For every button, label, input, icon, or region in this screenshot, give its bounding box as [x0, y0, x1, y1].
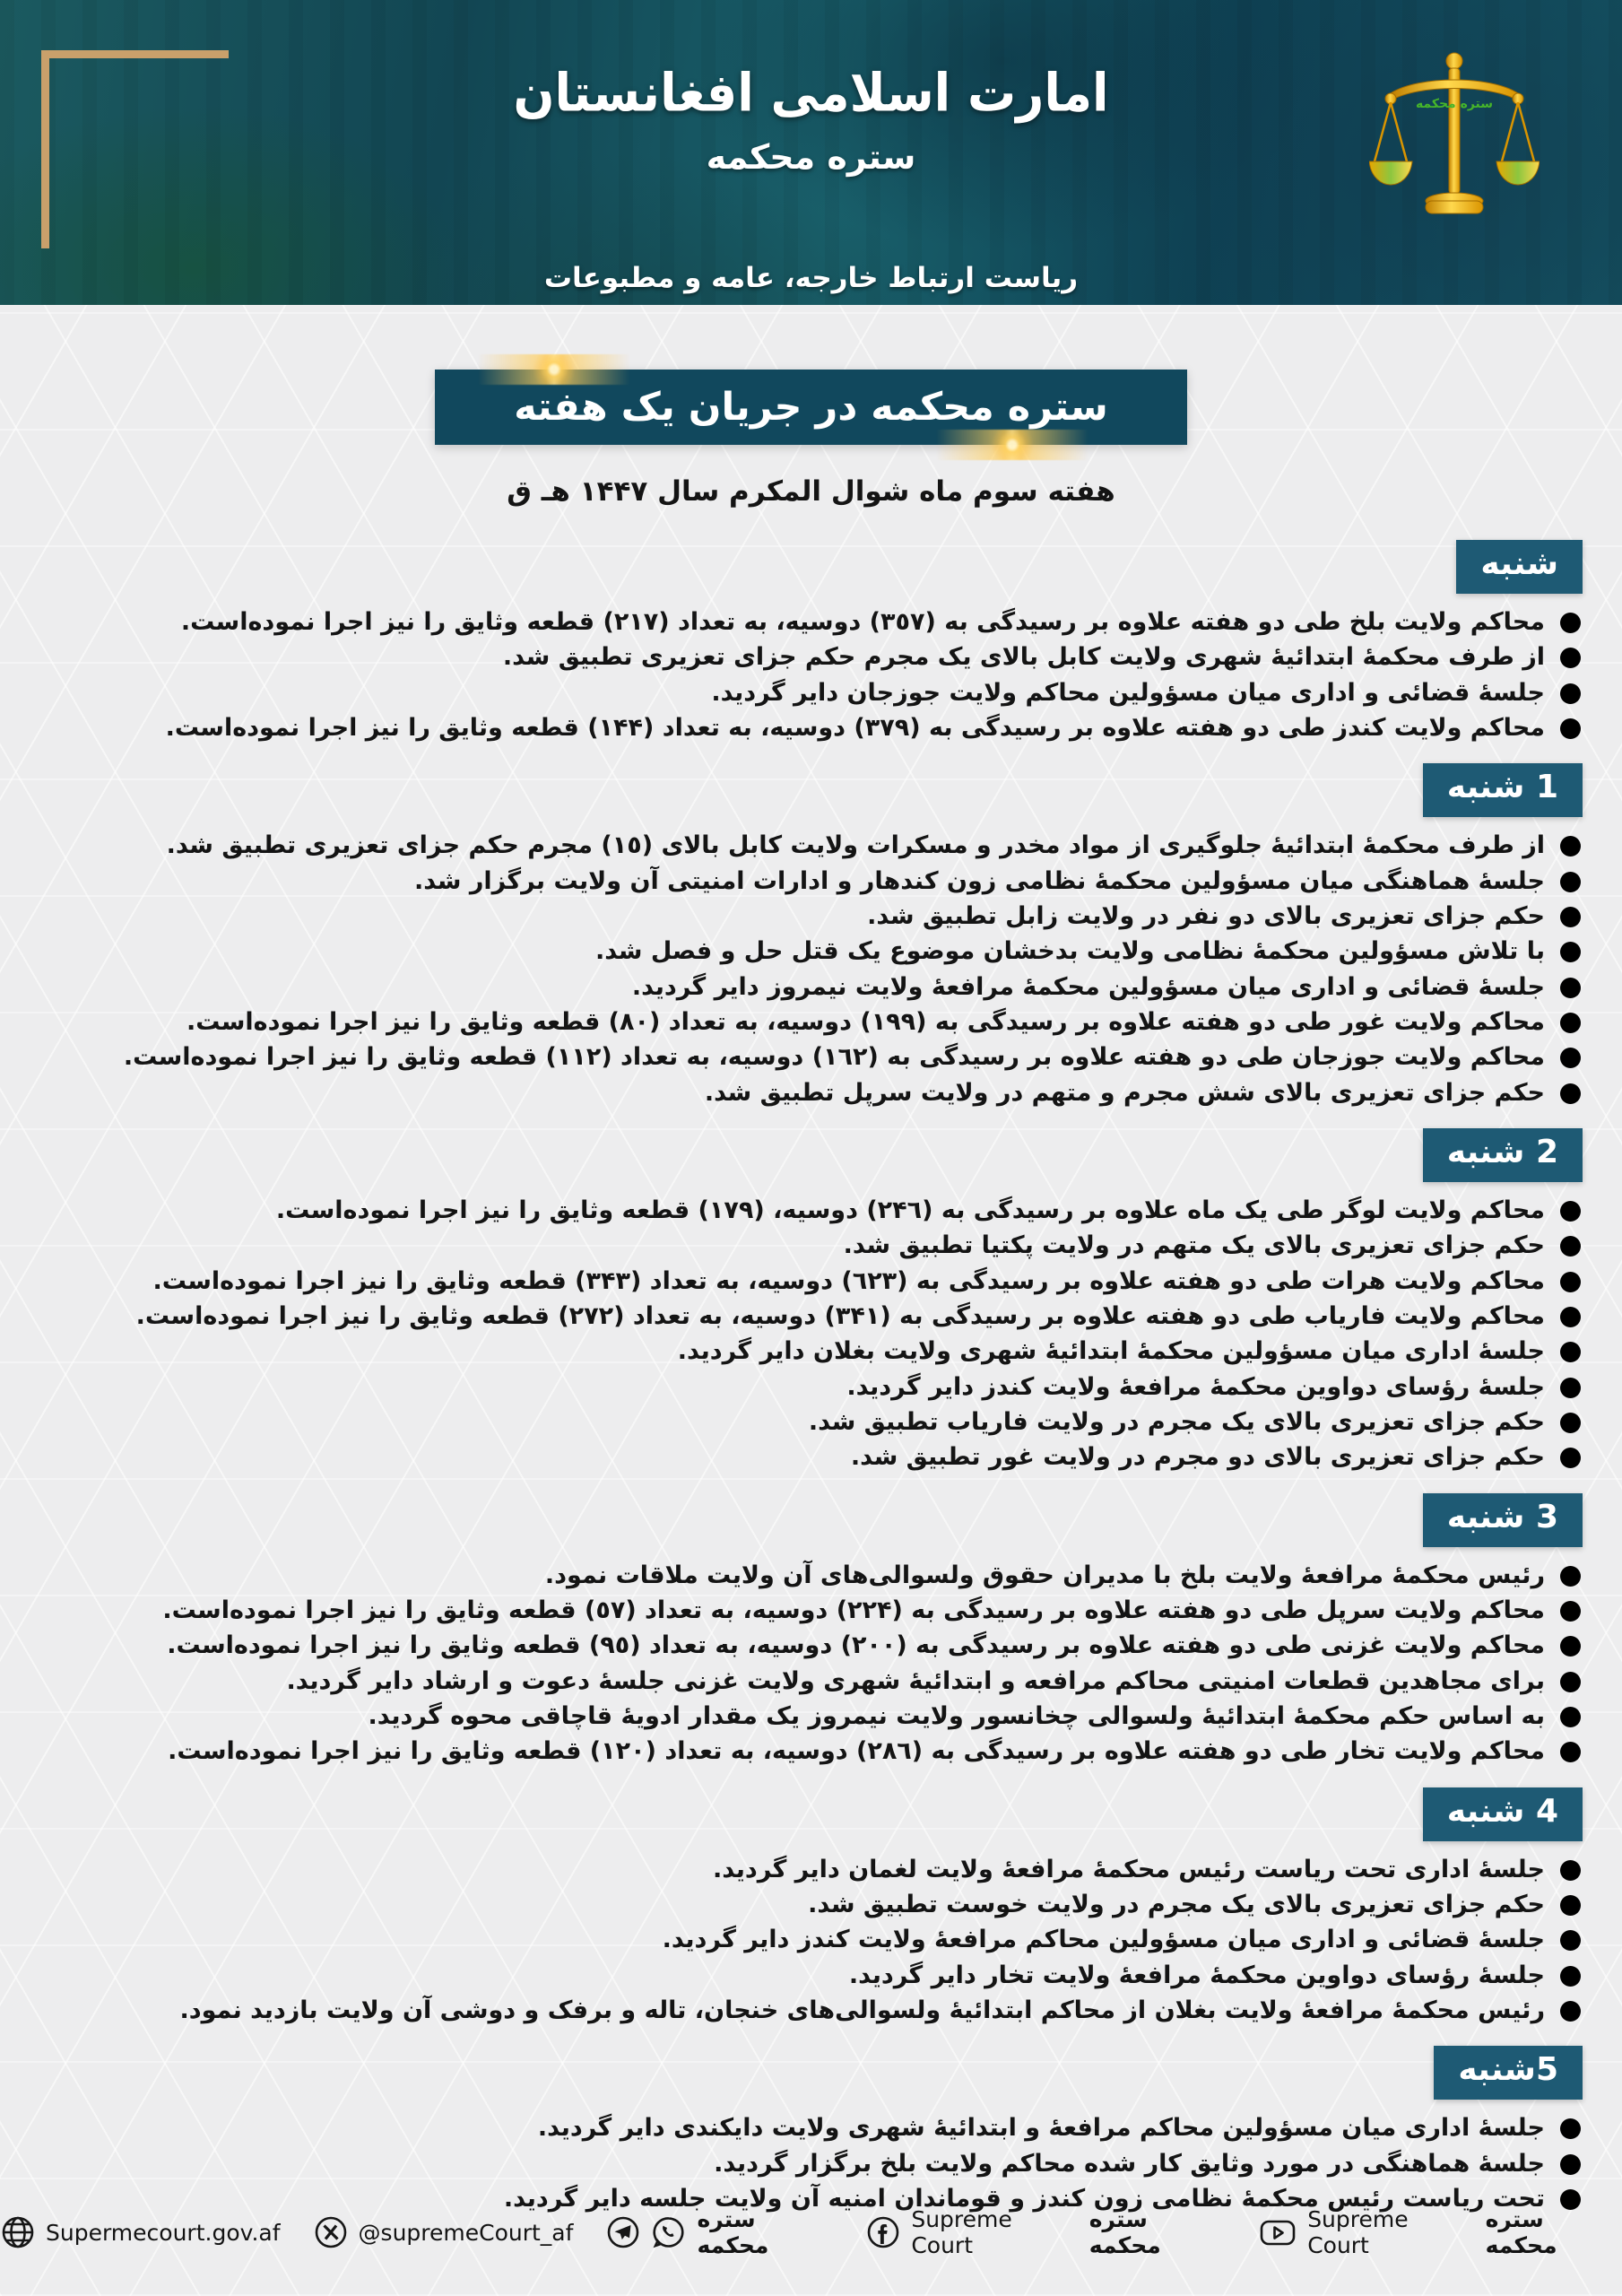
bullet-text: تحت ریاست رئیس محکمهٔ نظامی زون کندز و قوماندان امنیه آن ولایت جلسه دایر گردید. — [503, 2184, 1545, 2213]
bullet-icon — [1560, 613, 1581, 633]
bullet-text: جلسهٔ هماهنگی در مورد وثایق کار شده محاکم ولایت بلخ برگزار گردید. — [714, 2149, 1545, 2178]
bullet-text: جلسهٔ رؤسای دواوین محکمهٔ مرافعهٔ ولایت تخار دایر گردید. — [848, 1961, 1545, 1989]
bullet-item — [63, 935, 1583, 969]
day-header-box: 2 شنبه — [1423, 1128, 1583, 1182]
bullet-text: از طرف محکمهٔ ابتدائیهٔ جلوگیری از مواد مخدر و مسکرات ولایت کابل بالای (۱٥) مجرم حکم جزای تعزیری تطبیق شد. — [166, 831, 1545, 860]
bullet-icon — [1560, 1083, 1581, 1104]
globe-icon — [0, 2214, 36, 2250]
bullet-icon — [1560, 1378, 1581, 1398]
page-title-text: ستره محکمه در جریان یک هفته — [514, 385, 1108, 430]
bullet-item — [63, 1959, 1583, 1993]
day-section — [63, 2046, 1583, 2216]
bullet-text: جلسهٔ هماهنگی میان مسؤولین محکمهٔ نظامی زون کندهار و ادارات امنیتی آن ولایت برگزار شد. — [414, 866, 1545, 895]
messengers-link[interactable] — [605, 2206, 833, 2258]
bullet-item — [63, 2111, 1583, 2145]
bullet-text: جلسهٔ اداری میان مسؤولین محاکم مرافعهٔ و ابتدائیهٔ شهری ولایت دایکندی دایر گردید. — [537, 2114, 1545, 2143]
bullet-text: محاکم ولایت فاریاب طی دو هفته علاوه بر رسیدگی به (۳۴۱) دوسیه، به تعداد (۲۷۲) قطعه وثایق را نیز اجرا نموده‌است. — [135, 1301, 1545, 1330]
bullet-icon — [1560, 907, 1581, 927]
footer-social-bar — [0, 2206, 1622, 2258]
bullet-icon — [1560, 1966, 1581, 1987]
bullet-item — [63, 711, 1583, 745]
bullet-text: حکم جزای تعزیری بالای یک متهم در ولایت پکتیا تطبیق شد. — [843, 1231, 1545, 1260]
bullet-item — [63, 900, 1583, 934]
bullet-item — [63, 1040, 1583, 1074]
bullet-item — [63, 1229, 1583, 1263]
website-link[interactable] — [0, 2214, 281, 2250]
bullet-list — [63, 2111, 1583, 2216]
bullet-icon — [1560, 872, 1581, 892]
bullet-icon — [1560, 1860, 1581, 1881]
youtube-link[interactable] — [1258, 2206, 1622, 2258]
bullet-item — [63, 1370, 1583, 1405]
bullet-text: از طرف محکمهٔ ابتدائیهٔ شهری ولایت کابل بالای یک مجرم حکم جزای تعزیری تطبیق شد. — [502, 643, 1545, 672]
bullet-text: محاکم ولایت کندز طی دو هفته علاوه بر رسیدگی به (۳۷۹) دوسیه، به تعداد (۱۴۴) قطعه وثایق را نیز اجرا نموده‌است. — [165, 713, 1545, 742]
day-header-box: 5شنبه — [1434, 2046, 1583, 2100]
bullet-text: جلسهٔ اداری میان مسؤولین محکمهٔ ابتدائیهٔ شهری ولایت بغلان دایر گردید. — [677, 1337, 1545, 1366]
bullet-item — [63, 676, 1583, 710]
bullet-icon — [1560, 1342, 1581, 1362]
bullet-item — [63, 1440, 1583, 1474]
sparkle-icon — [936, 430, 1089, 460]
day-section — [63, 1493, 1583, 1770]
bullet-item — [63, 1405, 1583, 1439]
facebook-link[interactable] — [865, 2206, 1226, 2258]
bullet-item — [63, 1888, 1583, 1922]
bullet-icon — [1560, 1566, 1581, 1587]
day-section — [63, 1787, 1583, 2029]
emblem-calligraphy: امارت اسلامی افغانستان — [513, 62, 1109, 124]
bullet-list — [63, 1194, 1583, 1475]
bullet-icon — [1560, 1601, 1581, 1622]
bullet-item — [63, 640, 1583, 674]
bullet-item — [63, 970, 1583, 1004]
footer-label: Supermecourt.gov.af — [46, 2219, 281, 2246]
sparkle-icon — [478, 354, 630, 385]
youtube-icon — [1258, 2214, 1297, 2250]
bullet-item — [63, 1665, 1583, 1699]
bullet-item — [63, 1300, 1583, 1334]
bullet-item — [63, 1335, 1583, 1369]
bullet-icon — [1560, 1413, 1581, 1433]
bullet-text: حکم جزای تعزیری بالای یک مجرم در ولایت خوست تطبیق شد. — [808, 1890, 1545, 1918]
day-section — [63, 763, 1583, 1110]
x-icon — [313, 2214, 349, 2250]
bullet-text: جلسهٔ اداری تحت ریاست رئیس محکمهٔ مرافعهٔ ولایت لغمان دایر گردید. — [712, 1855, 1545, 1883]
bullet-list — [63, 1559, 1583, 1770]
bullet-text: حکم جزای تعزیری بالای یک مجرم در ولایت فاریاب تطبیق شد. — [808, 1407, 1545, 1436]
bullet-item — [63, 1594, 1583, 1628]
bullet-icon — [1560, 1707, 1581, 1727]
bullet-item — [63, 1629, 1583, 1663]
bullet-icon — [1560, 978, 1581, 998]
bullet-text: محاکم ولایت غور طی دو هفته علاوه بر رسیدگی به (۱۹۹) دوسیه، به تعداد (۸۰) قطعه وثایق را نیز اجرا نموده‌است. — [186, 1007, 1545, 1036]
sections — [0, 508, 1622, 2216]
bullet-icon — [1560, 1672, 1581, 1692]
bullet-icon — [1560, 1895, 1581, 1916]
footer-label-fa: ستره محکمه — [1089, 2206, 1161, 2258]
bullet-text: حکم جزای تعزیری بالای دو مجرم در ولایت غور تطبیق شد. — [850, 1443, 1545, 1472]
bullet-icon — [1560, 648, 1581, 668]
bullet-list — [63, 1853, 1583, 2029]
day-header-box: 3 شنبه — [1423, 1493, 1583, 1547]
x-link[interactable] — [313, 2214, 574, 2250]
bullet-text: جلسهٔ قضائی و اداری میان مسؤولین محاکم مرافعهٔ ولایت کندز دایر گردید. — [662, 1926, 1545, 1954]
bullet-text: محاکم ولایت لوگر طی یک ماه علاوه بر رسیدگی به (۲۴٦) دوسیه، (۱۷۹) قطعه وثایق را نیز اجرا نموده‌است. — [275, 1196, 1545, 1224]
bullet-icon — [1560, 836, 1581, 857]
bullet-icon — [1560, 942, 1581, 962]
bullet-icon — [1560, 1048, 1581, 1068]
bullet-icon — [1560, 1236, 1581, 1257]
bullet-icon — [1560, 1636, 1581, 1657]
day-header-box: 1 شنبه — [1423, 763, 1583, 817]
bullet-icon — [1560, 718, 1581, 739]
bullet-list — [63, 605, 1583, 745]
bullet-text: محاکم ولایت بلخ طی دو هفته علاوه بر رسیدگی به (۳٥۷) دوسیه، به تعداد (۲۱۷) قطعه وثایق را نیز اجرا نموده‌است. — [180, 608, 1545, 636]
bullet-item — [63, 1265, 1583, 1299]
bullet-icon — [1560, 2001, 1581, 2022]
facebook-icon — [865, 2214, 901, 2250]
bullet-text: حکم جزای تعزیری بالای دو نفر در ولایت زابل تطبیق شد. — [867, 901, 1545, 930]
bullet-text: جلسهٔ قضائی و اداری میان مسؤولین محاکم ولایت جوزجان دایر گردید. — [711, 678, 1545, 707]
footer-label-fa: ستره محکمه — [1485, 2206, 1557, 2258]
bullet-icon — [1560, 1013, 1581, 1033]
week-subtitle: هفته سوم ماه شوال المکرم سال ۱۴۴۷ هـ ق — [507, 475, 1115, 508]
bullet-item — [63, 2147, 1583, 2181]
telegram-icon — [605, 2214, 641, 2250]
bullet-list — [63, 829, 1583, 1110]
footer-label: Supreme Court — [1307, 2206, 1409, 2258]
bullet-icon — [1560, 1307, 1581, 1327]
bullet-text: برای مجاهدین قطعات امنیتی محاکم مرافعه و ابتدائیهٔ شهری ولایت غزنی جلسهٔ دعوت و ارشاد دایر گردید. — [286, 1666, 1545, 1695]
bullet-text: محاکم ولایت تخار طی دو هفته علاوه بر رسیدگی به (۲۸٦) دوسیه، به تعداد (۱۲۰) قطعه وثایق را نیز اجرا نموده‌است. — [168, 1737, 1545, 1766]
bullet-text: محاکم ولایت سرپل طی دو هفته علاوه بر رسیدگی به (۲۲۴) دوسیه، به تعداد (٥۷) قطعه وثایق را نیز اجرا نموده‌است. — [162, 1596, 1545, 1624]
scales-label: ستره محکمه — [1415, 97, 1494, 111]
bullet-icon — [1560, 1448, 1581, 1468]
bullet-icon — [1560, 1201, 1581, 1222]
bullet-item — [63, 605, 1583, 639]
bullet-item — [63, 1559, 1583, 1593]
bullet-item — [63, 829, 1583, 863]
bullet-item — [63, 1735, 1583, 1769]
bullet-icon — [1560, 2154, 1581, 2175]
bullet-item — [63, 1005, 1583, 1039]
bullet-icon — [1560, 2118, 1581, 2139]
bullet-item — [63, 1700, 1583, 1734]
bullet-text: رئیس محکمهٔ مرافعهٔ ولایت بغلان از محاکم ابتدائیهٔ ولسوالی‌های خنجان، تاله و برفک و دوشی آن ولایت بازدید نمود. — [179, 1996, 1545, 2024]
day-section — [63, 540, 1583, 745]
bullet-item — [63, 1853, 1583, 1887]
bullet-item — [63, 1076, 1583, 1110]
day-header-box: شنبه — [1456, 540, 1583, 594]
bullet-text: محاکم ولایت جوزجان طی دو هفته علاوه بر رسیدگی به (۱٦۲) دوسیه، به تعداد (۱۱۲) قطعه وثایق را نیز اجرا نموده‌است. — [123, 1043, 1545, 1072]
day-header-box: 4 شنبه — [1423, 1787, 1583, 1841]
bullet-icon — [1560, 1742, 1581, 1762]
bullet-text: رئیس محکمهٔ مرافعهٔ ولایت بلخ با مدیران حقوق ولسوالی‌های آن ولایت ملاقات نمود. — [544, 1561, 1545, 1589]
bullet-item — [63, 865, 1583, 899]
bullet-icon — [1560, 1272, 1581, 1292]
footer-label: @supremeCourt_af — [358, 2219, 574, 2246]
day-section — [63, 1128, 1583, 1475]
bullet-item — [63, 1194, 1583, 1228]
bullet-text: حکم جزای تعزیری بالای شش مجرم و متهم در ولایت سرپل تطبیق شد. — [704, 1078, 1545, 1107]
bullet-text: با تلاش مسؤولین محکمهٔ نظامی ولایت بدخشان موضوع یک قتل حل و فصل شد. — [595, 937, 1545, 966]
bullet-text: محاکم ولایت هرات طی دو هفته علاوه بر رسیدگی به (٦۲۳) دوسیه، به تعداد (۳۴۳) قطعه وثایق را نیز اجرا نموده‌است. — [152, 1266, 1545, 1295]
footer-label: Supreme Court — [911, 2206, 1012, 2258]
header-banner — [0, 0, 1622, 305]
bullet-icon — [1560, 1930, 1581, 1951]
bullet-text: محاکم ولایت غزنی طی دو هفته علاوه بر رسیدگی به (۲۰۰) دوسیه، به تعداد (۹٥) قطعه وثایق را نیز اجرا نموده‌است. — [167, 1631, 1545, 1660]
bullet-text: به اساس حکم محکمهٔ ابتدائیهٔ ولسوالی چخانسور ولایت نیمروز یک مقدار ادویهٔ قاچاقی محوه گردید. — [368, 1701, 1545, 1730]
bullet-item — [63, 1994, 1583, 2028]
page-title — [435, 370, 1186, 445]
directorate-title: ریاست ارتباط خارجه، عامه و مطبوعات — [543, 262, 1079, 294]
bullet-text: جلسهٔ قضائی و اداری میان مسؤولین محکمهٔ مرافعهٔ ولایت نیمروز دایر گردید. — [631, 972, 1545, 1001]
bullet-text: جلسهٔ رؤسای دواوین محکمهٔ مرافعهٔ ولایت کندز دایر گردید. — [846, 1372, 1545, 1401]
bullet-icon — [1560, 683, 1581, 704]
bullet-item — [63, 1923, 1583, 1957]
emblem-subtitle: ستره محکمه — [706, 137, 916, 177]
whatsapp-icon — [651, 2214, 687, 2250]
scales-of-justice-icon — [1369, 47, 1540, 230]
footer-label-fa: ستره محکمه — [697, 2206, 769, 2258]
